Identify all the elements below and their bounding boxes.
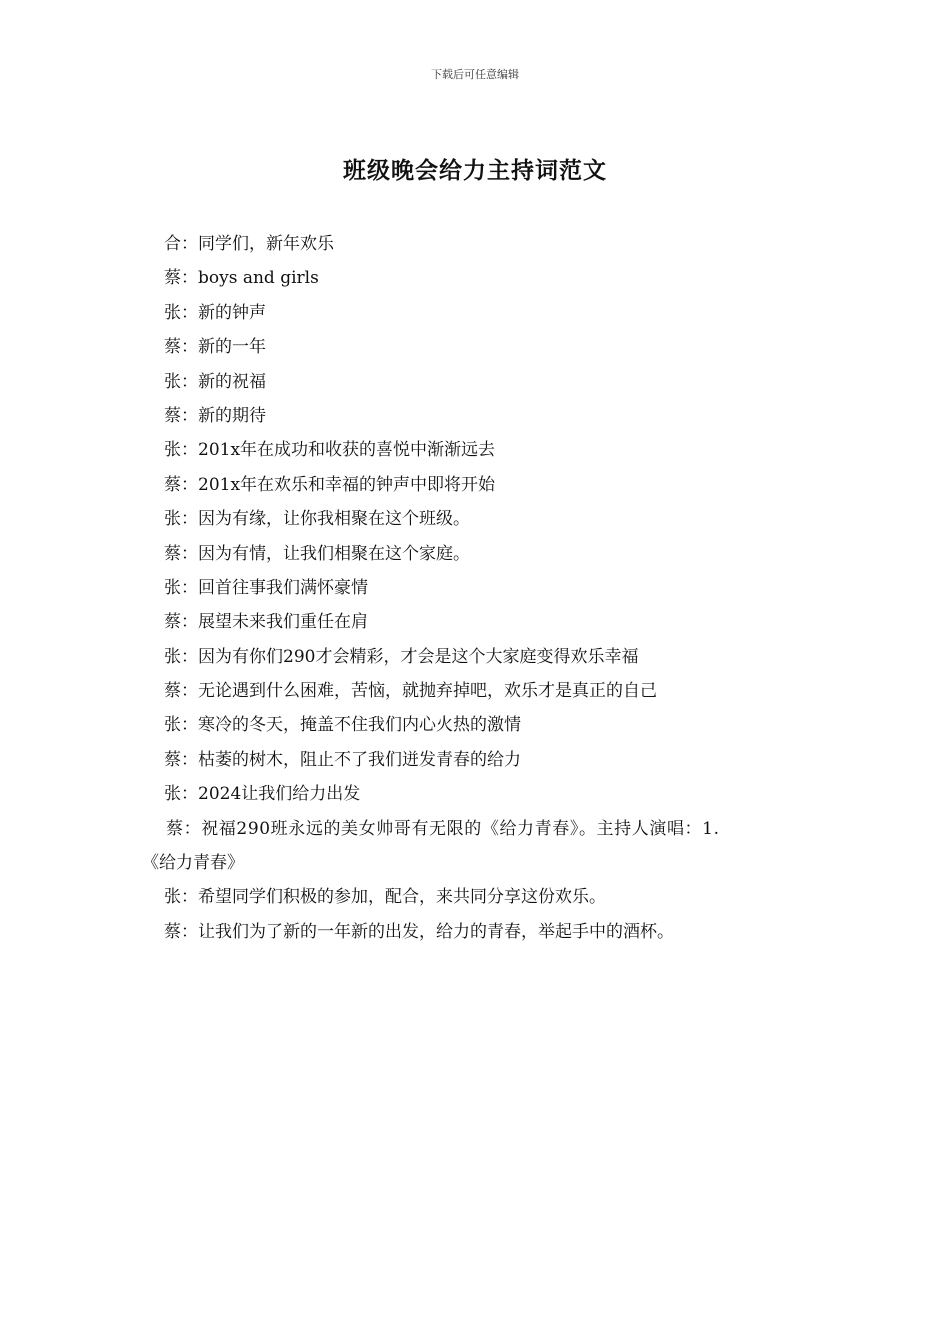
speaker-label: 蔡： — [166, 818, 202, 839]
speaker-label: 蔡： — [164, 474, 198, 495]
speaker-label: 蔡： — [164, 749, 198, 770]
script-line — [142, 261, 822, 295]
speaker-label: 蔡： — [164, 921, 198, 942]
speaker-label: 张： — [164, 371, 198, 392]
script-line-continuation — [142, 846, 822, 880]
speaker-label: 合： — [164, 234, 198, 254]
line-text: boys and girls — [198, 268, 319, 289]
line-text: 展望未来我们重任在肩 — [198, 612, 368, 633]
speaker-label: 张： — [164, 715, 198, 736]
script-line — [142, 708, 822, 742]
script-line — [142, 227, 822, 261]
speaker-label: 张： — [164, 646, 198, 667]
script-line — [142, 330, 822, 364]
script-line — [142, 296, 822, 330]
line-text: 《给力青春》 — [142, 853, 244, 874]
line-text: 祝福290班永远的美女帅哥有无限的《给力青春》。主持人演唱：1. — [201, 818, 720, 839]
line-text: 新的钟声 — [198, 302, 266, 323]
speaker-label: 张： — [164, 302, 198, 323]
script-body — [142, 227, 822, 949]
speaker-label: 蔡： — [164, 268, 198, 289]
speaker-label: 张： — [164, 784, 198, 805]
line-text: 因为有你们290才会精彩，才会是这个大家庭变得欢乐幸福 — [198, 646, 639, 667]
script-line — [142, 777, 822, 811]
speaker-label: 蔡： — [164, 337, 198, 358]
line-text: 无论遇到什么困难，苦恼，就抛弃掉吧，欢乐才是真正的自己 — [198, 681, 657, 702]
script-line — [142, 433, 822, 467]
line-text: 201x年在成功和收获的喜悦中渐渐远去 — [198, 440, 496, 461]
document-title: 班级晚会给力主持词范文 — [343, 158, 607, 184]
script-line — [142, 365, 822, 399]
line-text: 新的期待 — [198, 405, 266, 426]
line-text: 让我们为了新的一年新的出发，给力的青春，举起手中的酒杯。 — [198, 921, 674, 942]
script-line — [142, 674, 822, 708]
line-text: 希望同学们积极的参加，配合，来共同分享这份欢乐。 — [198, 887, 606, 908]
line-text: 因为有缘，让你我相聚在这个班级。 — [198, 509, 470, 530]
line-text: 新的祝福 — [198, 371, 266, 392]
page-header-note: 下载后可任意编辑 — [431, 68, 519, 81]
line-text: 回首往事我们满怀豪情 — [198, 577, 368, 598]
speaker-label: 蔡： — [164, 543, 198, 564]
script-line — [142, 571, 822, 605]
speaker-label: 张： — [164, 440, 198, 461]
speaker-label: 张： — [164, 509, 198, 530]
speaker-label: 蔡： — [164, 681, 198, 702]
line-text: 同学们，新年欢乐 — [198, 234, 334, 254]
speaker-label: 蔡： — [164, 405, 198, 426]
script-line — [142, 880, 822, 914]
script-line — [142, 502, 822, 536]
script-line — [142, 399, 822, 433]
speaker-label: 张： — [164, 577, 198, 598]
script-line — [142, 812, 822, 846]
line-text: 寒冷的冬天，掩盖不住我们内心火热的激情 — [198, 715, 521, 736]
speaker-label: 蔡： — [164, 612, 198, 633]
line-text: 2024让我们给力出发 — [198, 784, 361, 805]
script-line — [142, 605, 822, 639]
line-text: 因为有情，让我们相聚在这个家庭。 — [198, 543, 470, 564]
speaker-label: 张： — [164, 887, 198, 908]
line-text: 新的一年 — [198, 337, 266, 358]
script-line — [142, 468, 822, 502]
script-line — [142, 640, 822, 674]
script-line — [142, 743, 822, 777]
line-text: 枯萎的树木，阻止不了我们迸发青春的给力 — [198, 749, 521, 770]
script-line — [142, 537, 822, 571]
script-line — [142, 915, 822, 949]
line-text: 201x年在欢乐和幸福的钟声中即将开始 — [198, 474, 496, 495]
